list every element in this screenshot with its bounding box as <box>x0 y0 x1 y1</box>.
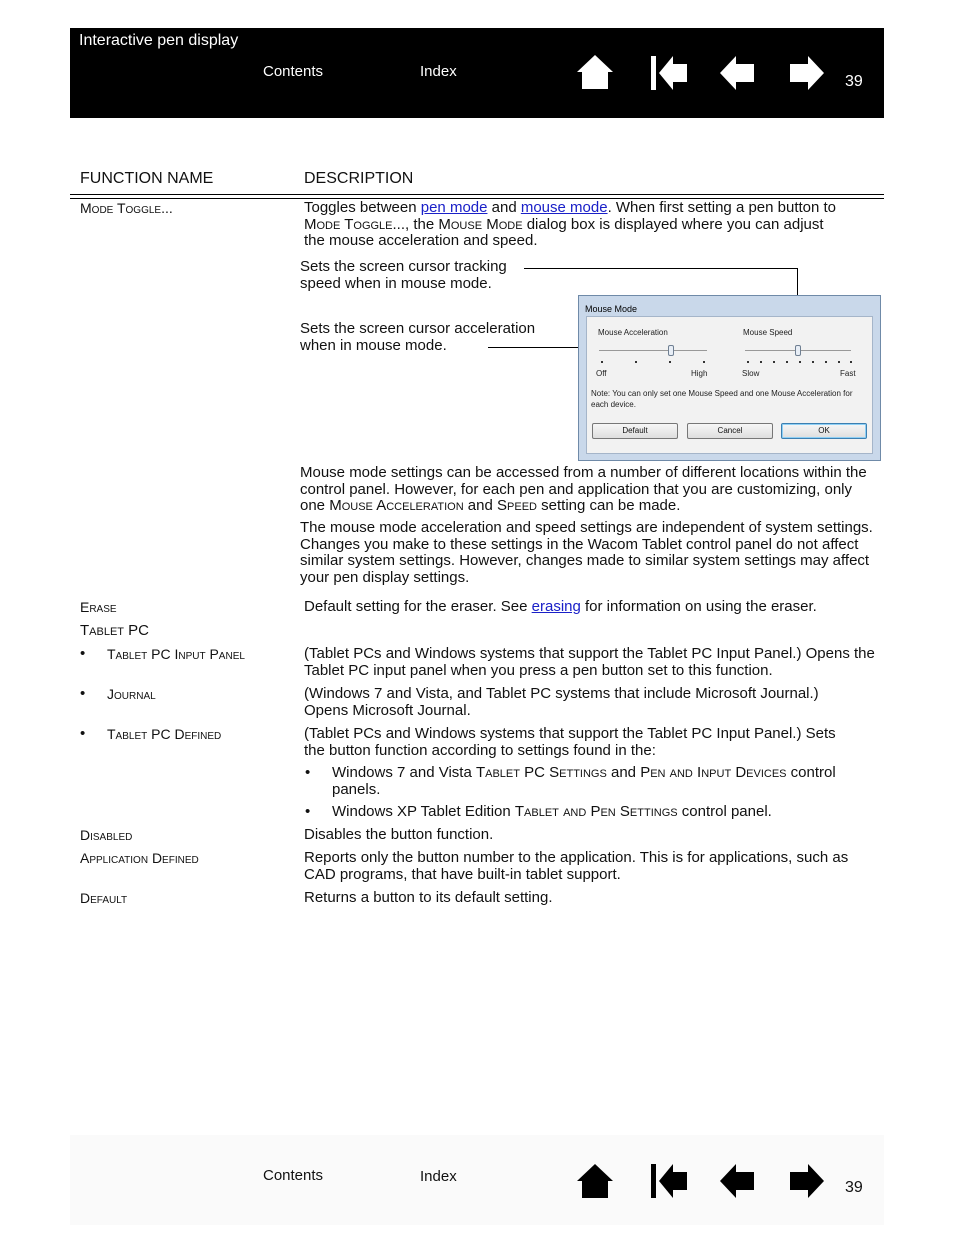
function-mode-toggle: Mode Toggle... <box>80 200 173 216</box>
mouse-mode-link[interactable]: mouse mode <box>520 199 608 216</box>
page-number: 39 <box>845 1179 863 1196</box>
desc-text: Mouse Mode <box>438 215 523 233</box>
next-page-icon[interactable] <box>786 54 826 92</box>
cancel-button[interactable]: Cancel <box>687 423 773 439</box>
dialog-body <box>586 316 873 454</box>
footer-bar <box>70 1135 884 1225</box>
acceleration-max-label: High <box>691 369 708 378</box>
tablet-pc-input-panel-description: (Tablet PCs and Windows systems that support the Tablet PC Input Panel.) Opens the Tablet PC input panel when you press a pen button set to this function. <box>304 645 875 679</box>
index-link[interactable]: Index <box>420 1168 457 1185</box>
desc-text: Toggles between <box>304 199 421 216</box>
desc-text: control panels. <box>332 764 836 798</box>
desc-text: Default setting for the eraser. See <box>304 598 532 615</box>
tablet-pc-defined-description: (Tablet PCs and Windows systems that support the Tablet PC Input Panel.) Sets the button function according to settings found in the: <box>304 725 836 759</box>
slider-tick <box>669 361 671 363</box>
dialog-note: Note: You can only set one Mouse Speed and one Mouse Acceleration for each device. <box>591 389 853 409</box>
desc-text: Mode Toggle <box>304 215 393 233</box>
function-tablet-pc-input-panel: Tablet PC Input Panel <box>107 646 245 662</box>
acceleration-label: Mouse Acceleration <box>598 328 668 337</box>
desc-text: control panel. <box>677 803 772 820</box>
contents-link[interactable]: Contents <box>263 1167 324 1184</box>
previous-page-icon[interactable] <box>718 1162 758 1200</box>
slider-tick <box>635 361 637 363</box>
home-icon[interactable] <box>575 1162 615 1200</box>
speed-callout-line <box>524 268 798 269</box>
function-default: Default <box>80 890 128 906</box>
mouse-mode-paragraph-1 <box>300 465 880 515</box>
disabled-description: Disables the button function. <box>304 826 494 843</box>
header-rule-top <box>70 194 884 195</box>
slider-tick <box>850 361 852 363</box>
erase-description <box>304 599 879 616</box>
journal-description: (Windows 7 and Vista, and Tablet PC systems that include Microsoft Journal.) Opens Microsoft Journal. <box>304 685 819 719</box>
dialog-title: Mouse Mode <box>585 304 638 314</box>
tablet-pc-defined-sub-2 <box>332 804 877 821</box>
desc-text: Windows XP Tablet Edition <box>332 803 515 820</box>
slider-tick <box>773 361 775 363</box>
desc-text: Pen and Input Devices <box>640 764 787 781</box>
desc-text: dialog box is displayed where you can adjust <box>522 215 824 233</box>
paragraph-text: Speed <box>497 497 537 514</box>
function-tablet-pc-defined: Tablet PC Defined <box>107 726 222 742</box>
function-journal: Journal <box>107 686 156 702</box>
slider-tick <box>838 361 840 363</box>
slider-tick <box>812 361 814 363</box>
description-column-header: DESCRIPTION <box>304 170 414 187</box>
speed-slider[interactable] <box>795 345 801 356</box>
acceleration-slider[interactable] <box>668 345 674 356</box>
mouse-mode-paragraph-2: The mouse mode acceleration and speed settings are independent of system settings. Changes you make to these settings in the Wacom Tablet control panel do not affect similar system settings. However, changes made to similar system settings may affect your pen display settings. <box>300 519 873 586</box>
callout-speed-text: Sets the screen cursor tracking speed when in mouse mode. <box>300 258 507 292</box>
desc-text: and <box>487 199 521 216</box>
callout-acceleration-text: Sets the screen cursor acceleration when in mouse mode. <box>300 320 536 354</box>
function-disabled: Disabled <box>80 827 133 843</box>
speed-max-label: Fast <box>840 369 856 378</box>
bullet: • <box>305 803 311 820</box>
slider-tick <box>799 361 801 363</box>
paragraph-text: Mouse mode settings can be accessed from a number of different locations within the control panel. However, for each pen and application that you are customizing, only one <box>300 464 867 514</box>
ok-button[interactable]: OK <box>781 423 867 439</box>
paragraph-text: setting can be made. <box>536 497 681 514</box>
mode-toggle-description <box>304 200 879 250</box>
page-number: 39 <box>845 73 863 90</box>
desc-text: for information on using the eraser. <box>580 598 817 615</box>
paragraph-text: Mouse Acceleration <box>329 497 464 514</box>
desc-text: the mouse acceleration and speed. <box>304 232 538 249</box>
first-page-icon[interactable] <box>649 54 689 92</box>
home-icon[interactable] <box>575 53 615 91</box>
default-description: Returns a button to its default setting. <box>304 889 553 906</box>
speed-min-label: Slow <box>742 369 760 378</box>
index-link[interactable]: Index <box>420 63 457 80</box>
desc-text: Windows 7 and Vista <box>332 764 476 781</box>
pen-mode-link[interactable]: pen mode <box>420 199 488 216</box>
slider-tick <box>786 361 788 363</box>
slider-tick <box>760 361 762 363</box>
bullet: • <box>305 764 311 781</box>
bullet: • <box>80 645 86 662</box>
erasing-link[interactable]: erasing <box>531 598 581 615</box>
mouse-mode-dialog <box>578 295 881 461</box>
header-bar <box>70 28 884 118</box>
function-application-defined: Application Defined <box>80 850 199 866</box>
previous-page-icon[interactable] <box>718 54 758 92</box>
speed-label: Mouse Speed <box>743 328 793 337</box>
contents-link[interactable]: Contents <box>263 63 324 80</box>
tablet-pc-defined-sub-1 <box>332 765 877 798</box>
document-title: Interactive pen display <box>79 32 239 49</box>
default-button[interactable]: Default <box>592 423 678 439</box>
function-tablet-pc: Tablet PC <box>80 622 150 639</box>
slider-tick <box>825 361 827 363</box>
desc-text: and <box>606 764 641 781</box>
paragraph-text: and <box>463 497 498 514</box>
function-erase: Erase <box>80 599 117 615</box>
desc-text: Tablet PC Settings <box>475 764 607 781</box>
first-page-icon[interactable] <box>649 1162 689 1200</box>
bullet: • <box>80 725 86 742</box>
bullet: • <box>80 685 86 702</box>
desc-text: ..., the <box>392 215 439 233</box>
next-page-icon[interactable] <box>786 1162 826 1200</box>
slider-tick <box>601 361 603 363</box>
application-defined-description: Reports only the button number to the application. This is for applications, such as CAD programs, that have built-in tablet support. <box>304 849 849 883</box>
slider-tick <box>703 361 705 363</box>
slider-tick <box>747 361 749 363</box>
function-name-column-header: FUNCTION NAME <box>80 170 214 187</box>
desc-text: . When first setting a pen button to <box>607 199 837 216</box>
acceleration-track <box>599 350 707 351</box>
acceleration-min-label: Off <box>596 369 607 378</box>
desc-text: Tablet and Pen Settings <box>514 803 678 820</box>
